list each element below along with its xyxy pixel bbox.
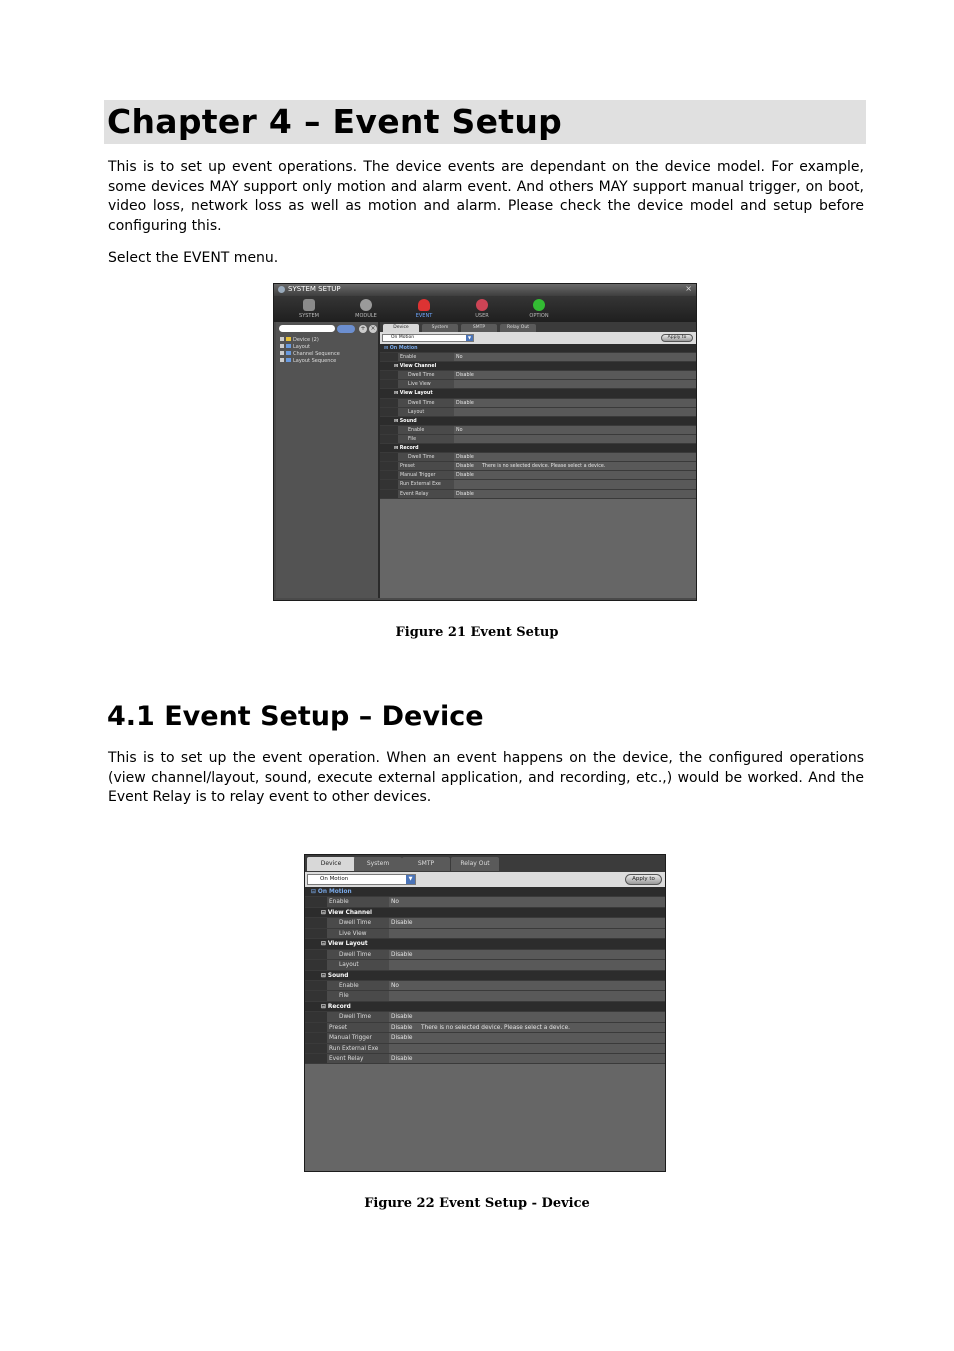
grid-field-row[interactable] [305,897,665,907]
select-instruction: Select the EVENT menu. [108,250,279,266]
grid-section-row[interactable] [305,908,665,918]
grid-field-row[interactable] [305,991,665,1001]
remove-icon[interactable]: × [370,325,376,332]
figure-22-caption: Figure 22 Event Setup - Device [364,1196,590,1211]
grid-field-value[interactable]: No [389,897,665,906]
grid-row-gutter [380,353,398,361]
tab-smtp[interactable]: SMTP [402,857,450,871]
grid-row-gutter [305,981,327,990]
grid-field-value[interactable]: Disable [454,453,696,461]
grid-row-gutter [380,371,398,379]
grid-section-label [321,908,372,918]
collapse-icon[interactable]: ⊟ [311,889,318,895]
grid-field-value[interactable] [454,408,696,416]
grid-section-row[interactable] [305,887,665,897]
system-icon [303,299,315,311]
grid-field-label: Preset [400,464,415,470]
event-type-value: On Motion [320,876,349,882]
grid-field-value[interactable]: Disable [389,950,665,959]
grid-field-row[interactable] [305,1033,665,1043]
grid-section-label [311,887,352,897]
event-type-select[interactable] [307,874,416,885]
grid-section-text: View Channel [327,909,373,916]
event-type-select[interactable] [382,334,474,342]
grid-row-gutter [380,426,398,434]
user-icon [476,299,488,311]
grid-section-row[interactable] [380,389,696,398]
event-toolbar [380,332,696,344]
grid-field-row[interactable] [305,1044,665,1054]
tree-item-layout-sequence[interactable] [280,358,340,365]
grid-field-row[interactable] [305,1054,665,1064]
grid-field-value[interactable]: Disable [454,471,696,479]
grid-field-row[interactable] [380,380,696,389]
main-menubar [274,296,696,322]
grid-section-row[interactable] [380,362,696,371]
grid-field-row[interactable] [380,471,696,480]
no-device-notice: There is no selected device. Please select a device. [482,464,606,470]
grid-field-label: Layout [408,409,425,415]
tab-relay-out[interactable]: Relay Out [451,857,499,871]
grid-field-value[interactable]: Disable [454,371,696,379]
grid-row-gutter [305,991,327,1000]
expand-icon[interactable] [280,344,284,348]
tab-relay-out[interactable]: Relay Out [500,324,536,332]
grid-field-value[interactable]: Disable [389,918,665,927]
section-paragraph: This is to set up the event operation. When an event happens on the device, the configured operations (view channel/layout, sound, execute external application, and recording, etc.,) would be worked. And the Event Relay is to relay event to other devices. [108,750,864,805]
grid-field-value[interactable] [389,929,665,938]
grid-section-label [394,444,419,453]
tab-smtp[interactable]: SMTP [461,324,497,332]
menu-label: EVENT [415,313,433,319]
grid-section-row[interactable] [380,417,696,426]
window-titlebar [274,284,696,296]
grid-field-value[interactable]: Disable [389,1033,665,1042]
grid-field-label: Preset [329,1024,348,1031]
grid-field-label: Event Relay [329,1056,364,1062]
alarm-light-icon [418,299,430,311]
grid-field-label: Enable [339,982,359,989]
tree-item-label: Layout [293,344,310,350]
grid-field-value[interactable] [389,960,665,969]
grid-section-text: View Layout [399,391,433,397]
grid-section-text: View Layout [327,941,368,948]
grid-field-row[interactable] [380,480,696,489]
menu-option[interactable] [514,296,564,322]
collapse-icon[interactable]: ⊟ [321,1003,328,1010]
grid-field-label: Enable [400,355,417,361]
add-icon[interactable]: + [360,325,366,332]
grid-field-label: Manual Trigger [329,1035,372,1042]
menu-label: OPTION [529,313,549,319]
event-tabs [380,322,696,332]
collapse-icon[interactable]: ⊟ [321,941,328,948]
grid-row-gutter [305,929,327,938]
grid-row-gutter [380,480,398,488]
tab-system[interactable]: System [354,857,402,871]
grid-field-value[interactable]: Disable [454,399,696,407]
grid-field-row[interactable] [380,371,696,380]
grid-row-gutter [305,1033,327,1042]
menu-system[interactable] [284,296,334,322]
grid-field-row[interactable] [305,929,665,939]
expand-icon[interactable] [280,358,284,362]
tree-item-label: Device (2) [293,337,319,343]
grid-field-label: File [339,993,349,1000]
expand-icon[interactable] [280,351,284,355]
tree-search-input[interactable] [279,325,335,332]
grid-field-row[interactable] [380,462,696,471]
grid-section-row[interactable] [305,1002,665,1012]
grid-section-label [384,344,418,353]
collapse-icon[interactable]: ⊟ [321,909,328,916]
sequence-icon [286,358,291,362]
sequence-icon [286,351,291,355]
grid-row-gutter [380,408,398,416]
grid-field-label: Manual Trigger [400,473,436,479]
event-tabs [305,855,665,872]
event-property-grid [380,344,696,499]
grid-row-gutter [305,1044,327,1053]
grid-row-gutter [305,918,327,927]
device-tree [280,337,340,365]
menu-user[interactable] [457,296,507,322]
tree-item-layout[interactable] [280,344,340,351]
chapter-title: Chapter 4 – Event Setup [107,102,563,141]
collapse-icon[interactable]: ⊟ [321,972,328,979]
grid-section-text: View Channel [399,364,437,370]
grid-field-row[interactable] [305,1023,665,1033]
figure-21-caption: Figure 21 Event Setup [395,625,559,640]
grid-field-label: Dwell Time [339,920,372,927]
grid-field-row[interactable] [380,408,696,417]
section-title: 4.1 Event Setup – Device [107,701,484,732]
grid-field-row[interactable] [380,490,696,499]
grid-section-label [321,939,368,949]
grid-field-row[interactable] [305,981,665,991]
grid-section-text: On Motion [389,346,418,351]
grid-row-gutter [305,897,327,906]
intro-paragraph: This is to set up event operations. The device events are dependant on the device model. For example, some devices MAY support only motion and alarm event. And others MAY support manual trigger, on boot, video loss, network loss as well as motion and alarm. Please check the device model and setup before configuring this. [108,159,864,234]
grid-field-row[interactable] [305,918,665,928]
grid-section-row[interactable] [380,344,696,353]
search-icon[interactable] [337,325,355,333]
grid-field-label: Run External Exe [400,482,441,488]
tab-system[interactable]: System [422,324,458,332]
grid-row-gutter [380,399,398,407]
grid-field-row[interactable] [380,426,696,435]
grid-section-text: Sound [327,972,349,979]
event-property-grid [305,887,665,1064]
grid-row-gutter [305,950,327,959]
grid-field-row[interactable] [305,1012,665,1022]
layout-icon [286,344,291,348]
grid-field-value[interactable] [389,1044,665,1053]
device-tree-panel [276,322,380,598]
expand-icon[interactable] [280,337,284,341]
grid-section-label [321,971,348,981]
chevron-down-icon[interactable]: ▼ [406,875,415,884]
grid-field-label: Run External Exe [329,1045,379,1052]
gears-icon [360,299,372,311]
folder-icon [286,337,291,341]
event-device-panel [380,322,696,598]
grid-field-row[interactable] [380,399,696,408]
tree-item-label: Channel Sequence [293,351,340,357]
grid-section-label [394,362,436,371]
grid-row-gutter [305,1023,327,1032]
grid-field-row[interactable] [305,950,665,960]
event-type-value: On Motion [391,335,415,340]
grid-field-value[interactable] [454,480,696,488]
grid-field-label: Dwell Time [408,400,435,406]
tree-item-channel-sequence[interactable] [280,351,340,358]
event-toolbar [305,872,665,887]
grid-field-value[interactable]: No [454,353,696,361]
grid-field-value[interactable]: Disable [454,490,696,498]
grid-field-label: Dwell Time [408,455,435,461]
close-icon[interactable]: × [685,284,692,293]
collapse-icon[interactable]: ⊟ [384,346,390,351]
system-setup-window [273,283,697,601]
grid-field-label: Dwell Time [339,1014,372,1021]
grid-section-text: On Motion [317,889,352,895]
grid-field-row[interactable] [380,453,696,462]
grid-field-row[interactable] [305,960,665,970]
apply-to-button[interactable]: Apply to [661,334,693,342]
grid-field-value[interactable] [389,991,665,1000]
grid-section-row[interactable] [305,971,665,981]
grid-field-value[interactable]: No [454,426,696,434]
menu-label: SYSTEM [299,313,319,319]
grid-field-row[interactable] [380,435,696,444]
grid-field-label: File [408,436,417,442]
menu-event[interactable] [399,296,449,322]
tree-item-label: Layout Sequence [293,358,337,364]
collapse-icon[interactable]: ⊟ [394,418,400,424]
tab-device[interactable]: Device [383,324,419,332]
no-device-notice: There is no selected device. Please select a device. [421,1024,571,1031]
grid-field-label: Enable [408,427,425,433]
grid-row-gutter [380,380,398,388]
tab-device[interactable]: Device [307,857,355,871]
grid-field-value[interactable]: No [389,981,665,990]
grid-row-gutter [305,1054,327,1063]
grid-section-text: Sound [399,418,417,424]
grid-section-text: Record [327,1003,351,1010]
grid-field-label: Event Relay [400,491,429,497]
grid-field-row[interactable] [380,353,696,362]
grid-field-label: Dwell Time [339,951,372,958]
grid-section-label [394,417,417,426]
grid-section-label [394,389,433,398]
grid-section-row[interactable] [380,444,696,453]
grid-field-value[interactable]: Disable [389,1023,665,1032]
collapse-icon[interactable]: ⊟ [394,446,400,452]
grid-row-gutter [380,462,398,470]
grid-field-value[interactable] [454,435,696,443]
grid-section-label [321,1002,351,1012]
grid-section-text: Record [399,446,419,452]
menu-label: USER [475,313,489,319]
grid-row-gutter [380,453,398,461]
event-device-window [304,854,666,1172]
collapse-icon[interactable]: ⊟ [394,391,400,397]
grid-row-gutter [380,435,398,443]
grid-field-value[interactable] [454,380,696,388]
collapse-icon[interactable]: ⊟ [394,364,400,370]
grid-field-label: Enable [329,899,349,906]
grid-field-label: Dwell Time [408,373,435,379]
grid-row-gutter [380,471,398,479]
grid-section-row[interactable] [305,939,665,949]
grid-row-gutter [380,490,398,498]
grid-field-label: Live View [339,930,367,937]
check-icon [533,299,545,311]
app-logo-icon [278,286,285,293]
grid-field-label: Layout [339,962,359,969]
chevron-down-icon[interactable]: ▼ [467,335,472,340]
grid-row-gutter [305,1012,327,1021]
tree-item-device[interactable] [280,337,340,344]
window-title: SYSTEM SETUP [288,285,341,293]
grid-field-value[interactable]: Disable [389,1054,665,1063]
apply-to-button[interactable]: Apply to [625,874,662,885]
grid-field-value[interactable]: Disable [454,462,696,470]
grid-field-value[interactable]: Disable [389,1012,665,1021]
menu-label: MODULE [355,313,377,319]
menu-module[interactable] [341,296,391,322]
grid-row-gutter [305,960,327,969]
grid-field-label: Live View [408,382,431,388]
